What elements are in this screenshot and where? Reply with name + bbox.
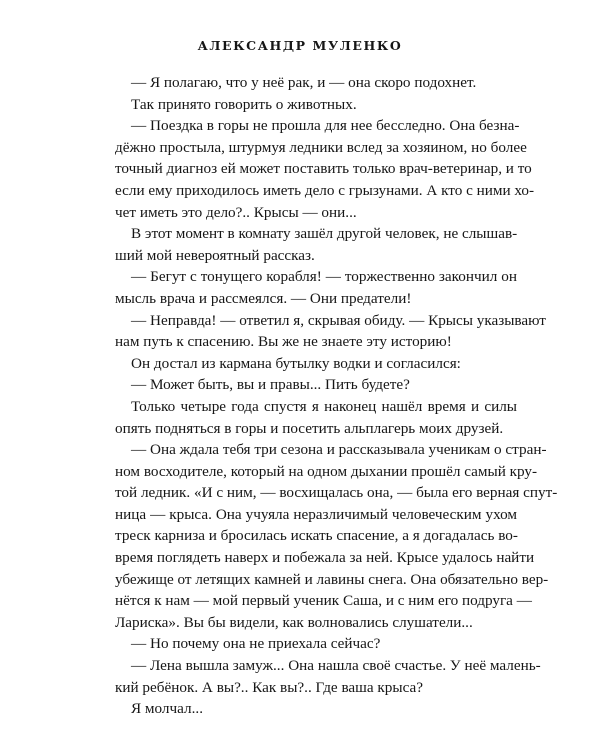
text-line: ном восходителе, который на одном дыхании прошёл самый кру-	[115, 462, 538, 480]
text-line: нётся к нам — мой первый ученик Саша, и с ним его подруга —	[115, 592, 532, 610]
running-header-author: АЛЕКСАНДР МУЛЕНКО	[197, 38, 403, 53]
text-line: Я молчал...	[131, 700, 203, 718]
text-line: опять подняться в горы и посетить альплагерь моих друзей.	[115, 419, 504, 437]
text-line: Только четыре года спустя я наконец нашёл время и силы	[131, 397, 517, 415]
text-line: кий ребёнок. А вы?.. Как вы?.. Где ваша крыса?	[115, 678, 423, 696]
text-line: треск карниза и бросилась искать спасение, а я догадалась во-	[115, 527, 518, 545]
text-line: ший мой невероятный рассказ.	[115, 246, 315, 264]
text-line: Так принято говорить о животных.	[131, 95, 357, 113]
text-line: — Она ждала тебя три сезона и рассказывала ученикам о стран-	[131, 441, 547, 459]
text-line: мысль врача и рассмеялся. — Они предатели!	[115, 289, 412, 307]
text-line: — Бегут с тонущего корабля! — торжественно закончил он	[131, 268, 517, 286]
text-line: чет иметь это дело?.. Крысы — они...	[115, 203, 357, 221]
text-line: убежище от летящих камней и лавины снега. Она обязательно вер-	[115, 570, 549, 588]
text-line: дёжно простыла, штурмуя ледники вслед за хозяином, но более	[115, 138, 527, 156]
text-line: Он достал из кармана бутылку водки и согласился:	[131, 354, 461, 372]
text-line: точный диагноз ей может поставить только врач-ветеринар, и то	[115, 160, 532, 178]
text-line: нам путь к спасению. Вы же не знаете эту историю!	[115, 333, 452, 351]
text-line: — Лена вышла замуж... Она нашла своё счастье. У неё малень-	[131, 657, 541, 675]
text-line: — Неправда! — ответил я, скрывая обиду. — Крысы указывают	[131, 311, 546, 329]
text-line: той ледник. «И с ним, — восхищалась она, — была его верная спут-	[115, 484, 558, 502]
body-text	[115, 72, 558, 720]
text-line: — Я полагаю, что у неё рак, и — она скоро подохнет.	[131, 74, 477, 91]
text-line: если ему приходилось иметь дело с грызунами. А кто с ними хо-	[115, 181, 535, 199]
text-line: ница — крыса. Она учуяла неразличимый человеческим ухом	[115, 505, 517, 523]
text-line: — Может быть, вы и правы... Пить будете?	[131, 376, 410, 394]
text-line: — Поездка в горы не прошла для нее бесследно. Она безна-	[131, 117, 520, 135]
text-line: время поглядеть наверх и побежала за ней. Крысе удалось найти	[115, 549, 535, 567]
text-line: Лариска». Вы бы видели, как волновались слушатели...	[115, 613, 473, 631]
text-line: В этот момент в комнату зашёл другой человек, не слышав-	[131, 225, 518, 243]
text-line: — Но почему она не приехала сейчас?	[131, 635, 381, 653]
